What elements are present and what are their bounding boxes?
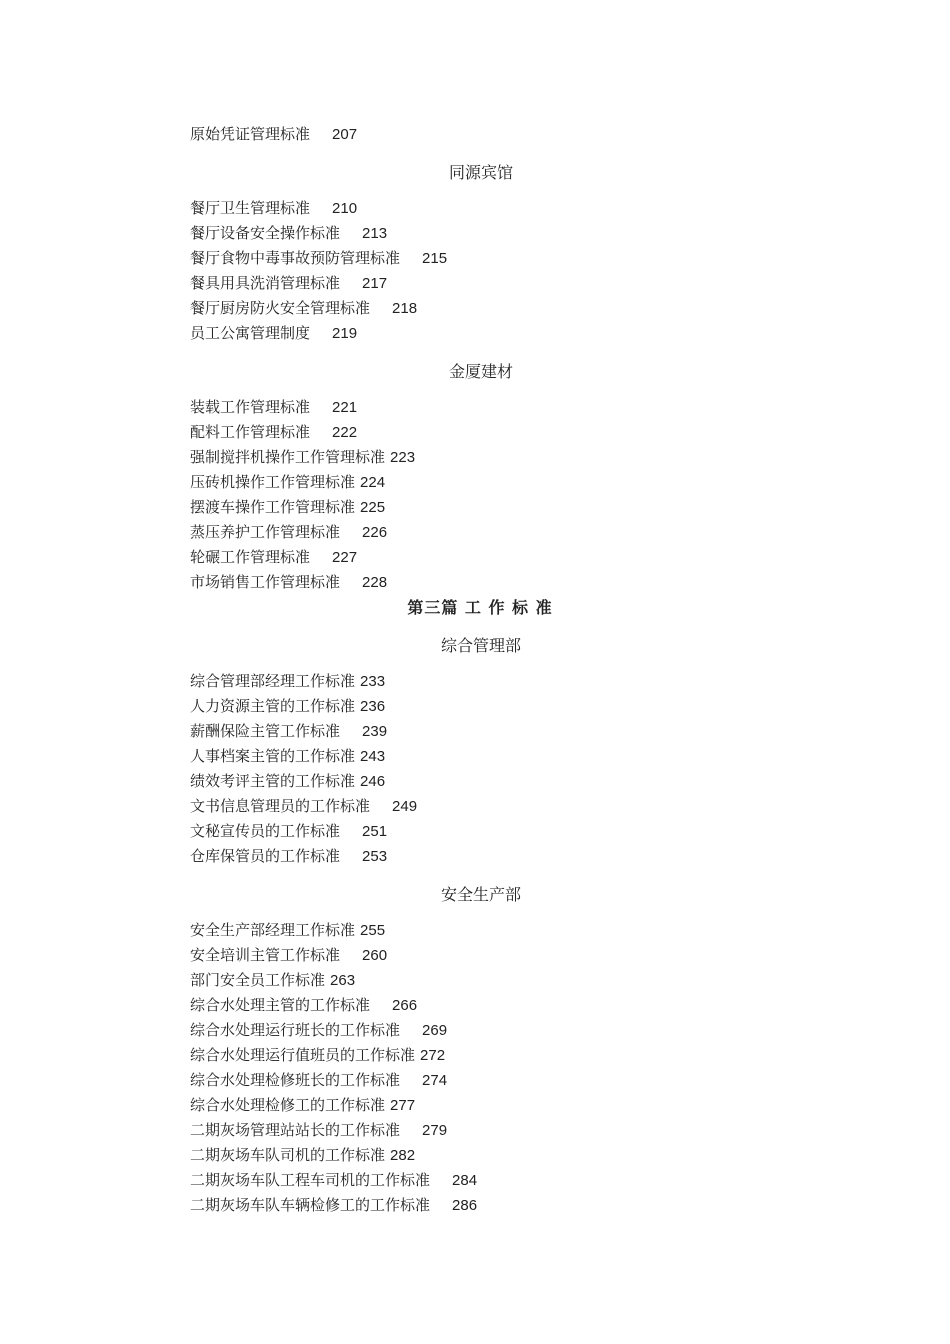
toc-entry-page: 224 [360, 474, 386, 491]
toc-entry[interactable] [190, 395, 770, 420]
toc-entry[interactable] [190, 1018, 770, 1043]
section-heading: 安全生产部 [440, 885, 521, 904]
toc-entry-title: 综合管理部经理工作标准 [190, 672, 356, 690]
toc-entry-title: 二期灰场车队司机的工作标准 [190, 1146, 386, 1164]
toc-entry[interactable] [190, 744, 770, 769]
part-title: 第三篇 工 作 标 准 [407, 598, 553, 617]
toc-entry-title: 员工公寓管理制度 [190, 324, 311, 342]
toc-page [190, 122, 770, 1218]
toc-entry-page: 246 [360, 773, 386, 790]
toc-entry-page: 236 [360, 698, 386, 715]
toc-entry[interactable] [190, 1068, 770, 1093]
toc-entry[interactable] [190, 420, 770, 445]
toc-entry-page: 286 [452, 1197, 478, 1214]
toc-entry[interactable] [190, 1143, 770, 1168]
toc-entry[interactable] [190, 271, 770, 296]
toc-entry-page: 272 [420, 1047, 446, 1064]
toc-entry-title: 综合水处理运行班长的工作标准 [190, 1021, 401, 1039]
toc-entry[interactable] [190, 545, 770, 570]
toc-entry[interactable] [190, 1118, 770, 1143]
toc-entry-page: 277 [390, 1097, 416, 1114]
toc-entry-title: 安全生产部经理工作标准 [190, 921, 356, 939]
toc-entry[interactable] [190, 470, 770, 495]
toc-entry-page: 210 [332, 200, 358, 217]
toc-entry-title: 餐厅卫生管理标准 [190, 199, 311, 217]
toc-entry-title: 二期灰场管理站站长的工作标准 [190, 1121, 401, 1139]
toc-entry-title: 原始凭证管理标准 [190, 125, 311, 143]
toc-entry-page: 225 [360, 499, 386, 516]
section-heading: 同源宾馆 [448, 163, 513, 182]
toc-entry-page: 215 [422, 250, 448, 267]
section-heading: 综合管理部 [440, 636, 521, 655]
toc-entry[interactable] [190, 918, 770, 943]
toc-entry[interactable] [190, 694, 770, 719]
toc-entry[interactable] [190, 968, 770, 993]
toc-entry[interactable] [190, 296, 770, 321]
toc-entry-title: 部门安全员工作标准 [190, 971, 326, 989]
toc-entry-title: 蒸压养护工作管理标准 [190, 523, 341, 541]
toc-entry-page: 255 [360, 922, 386, 939]
toc-entry-title: 二期灰场车队工程车司机的工作标准 [190, 1171, 431, 1189]
toc-entry-title: 餐厅设备安全操作标准 [190, 224, 341, 242]
toc-entry[interactable] [190, 719, 770, 744]
toc-entry-title: 安全培训主管工作标准 [190, 946, 341, 964]
toc-entry-title: 餐厅厨房防火安全管理标准 [190, 299, 371, 317]
toc-entry-page: 274 [422, 1072, 448, 1089]
toc-entry[interactable] [190, 943, 770, 968]
toc-entry-title: 餐厅食物中毒事故预防管理标准 [190, 249, 401, 267]
toc-entry-title: 二期灰场车队车辆检修工的工作标准 [190, 1196, 431, 1214]
toc-entry-title: 综合水处理检修班长的工作标准 [190, 1071, 401, 1089]
toc-entry-page: 263 [330, 972, 356, 989]
toc-entry[interactable] [190, 794, 770, 819]
toc-entry-page: 217 [362, 275, 388, 292]
toc-entry-page: 284 [452, 1172, 478, 1189]
toc-entry[interactable] [190, 445, 770, 470]
toc-entry-page: 233 [360, 673, 386, 690]
toc-entry-title: 配料工作管理标准 [190, 423, 311, 441]
toc-entry-page: 221 [332, 399, 358, 416]
toc-entry[interactable] [190, 1193, 770, 1218]
toc-entry-page: 269 [422, 1022, 448, 1039]
toc-entry-page: 253 [362, 848, 388, 865]
toc-entry-title: 强制搅拌机操作工作管理标准 [190, 448, 386, 466]
toc-entry-page: 228 [362, 574, 388, 591]
toc-entry[interactable] [190, 769, 770, 794]
toc-entry-title: 文秘宣传员的工作标准 [190, 822, 341, 840]
toc-entry[interactable] [190, 669, 770, 694]
toc-entry-title: 仓库保管员的工作标准 [190, 847, 341, 865]
toc-entry-page: 227 [332, 549, 358, 566]
toc-entry-title: 压砖机操作工作管理标准 [190, 473, 356, 491]
toc-entry-title: 摆渡车操作工作管理标准 [190, 498, 356, 516]
toc-entry-title: 综合水处理运行值班员的工作标准 [190, 1046, 416, 1064]
toc-entry-title: 人力资源主管的工作标准 [190, 697, 356, 715]
toc-entry[interactable] [190, 221, 770, 246]
toc-entry-page: 260 [362, 947, 388, 964]
toc-entry[interactable] [190, 321, 770, 346]
toc-entry-title: 人事档案主管的工作标准 [190, 747, 356, 765]
toc-entry[interactable] [190, 1168, 770, 1193]
toc-entry-title: 餐具用具洗消管理标准 [190, 274, 341, 292]
toc-entry[interactable] [190, 570, 770, 595]
toc-entry-page: 279 [422, 1122, 448, 1139]
toc-entry-page: 282 [390, 1147, 416, 1164]
toc-entry-page: 213 [362, 225, 388, 242]
toc-entry[interactable] [190, 1043, 770, 1068]
toc-entry-title: 文书信息管理员的工作标准 [190, 797, 371, 815]
toc-entry-page: 226 [362, 524, 388, 541]
toc-entry[interactable] [190, 993, 770, 1018]
toc-entry-page: 239 [362, 723, 388, 740]
toc-entry[interactable] [190, 520, 770, 545]
toc-entry-page: 223 [390, 449, 416, 466]
toc-entry-title: 轮碾工作管理标准 [190, 548, 311, 566]
toc-entry-page: 222 [332, 424, 358, 441]
toc-entry-title: 绩效考评主管的工作标准 [190, 772, 356, 790]
toc-entry-page: 219 [332, 325, 358, 342]
section-heading: 金厦建材 [448, 362, 513, 381]
toc-entry-title: 综合水处理检修工的工作标准 [190, 1096, 386, 1114]
toc-entry-title: 市场销售工作管理标准 [190, 573, 341, 591]
toc-entry[interactable] [190, 196, 770, 221]
toc-entry-page: 249 [392, 798, 418, 815]
toc-entry[interactable] [190, 495, 770, 520]
toc-entry-page: 266 [392, 997, 418, 1014]
toc-entry[interactable] [190, 1093, 770, 1118]
toc-entry[interactable] [190, 844, 770, 869]
toc-entry[interactable] [190, 246, 770, 271]
toc-entry-title: 薪酬保险主管工作标准 [190, 722, 341, 740]
toc-entry-title: 装载工作管理标准 [190, 398, 311, 416]
toc-entry-page: 218 [392, 300, 418, 317]
toc-entry-page: 251 [362, 823, 388, 840]
toc-entry-title: 综合水处理主管的工作标准 [190, 996, 371, 1014]
toc-entry[interactable] [190, 122, 770, 147]
toc-entry-page: 207 [332, 126, 358, 143]
toc-entry-page: 243 [360, 748, 386, 765]
toc-entry[interactable] [190, 819, 770, 844]
